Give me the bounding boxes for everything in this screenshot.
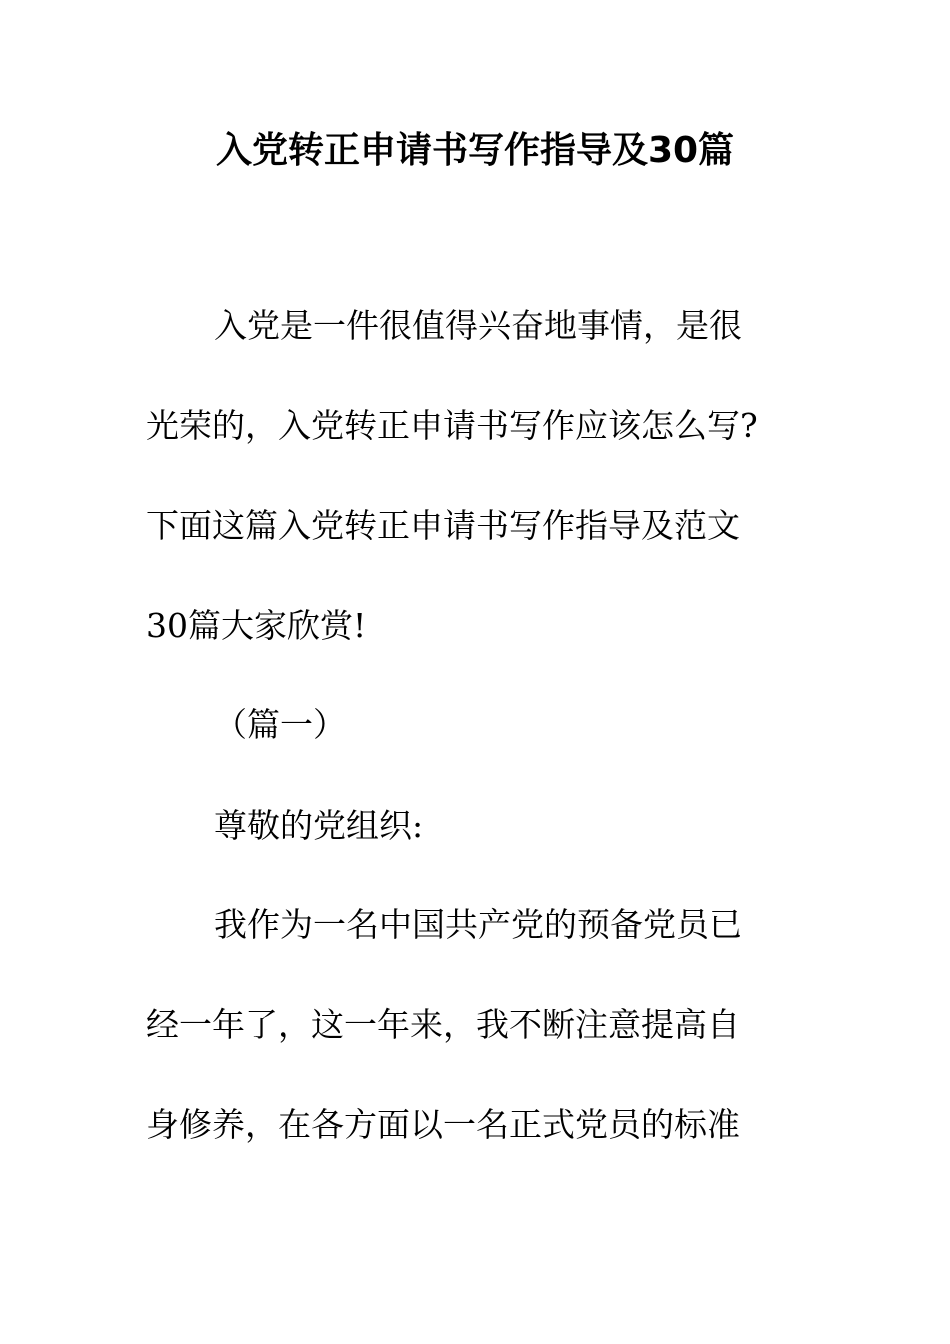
- intro-line-2: 光荣的，入党转正申请书写作应该怎么写?: [146, 406, 758, 445]
- intro-line-3: 下面这篇入党转正申请书写作指导及范文: [146, 506, 740, 545]
- body-line-2: 经一年了，这一年来，我不断注意提高自: [146, 1005, 740, 1044]
- body-line-3: 身修养，在各方面以一名正式党员的标准: [146, 1105, 740, 1144]
- document-title: 入党转正申请书写作指导及30篇: [215, 130, 735, 171]
- body-line-1: 我作为一名中国共产党的预备党员已: [214, 905, 742, 944]
- section-heading: （篇一）: [214, 705, 346, 744]
- intro-line-1: 入党是一件很值得兴奋地事情，是很: [214, 306, 742, 345]
- salutation: 尊敬的党组织:: [214, 806, 424, 845]
- intro-line-4: 30篇大家欣赏!: [146, 606, 367, 645]
